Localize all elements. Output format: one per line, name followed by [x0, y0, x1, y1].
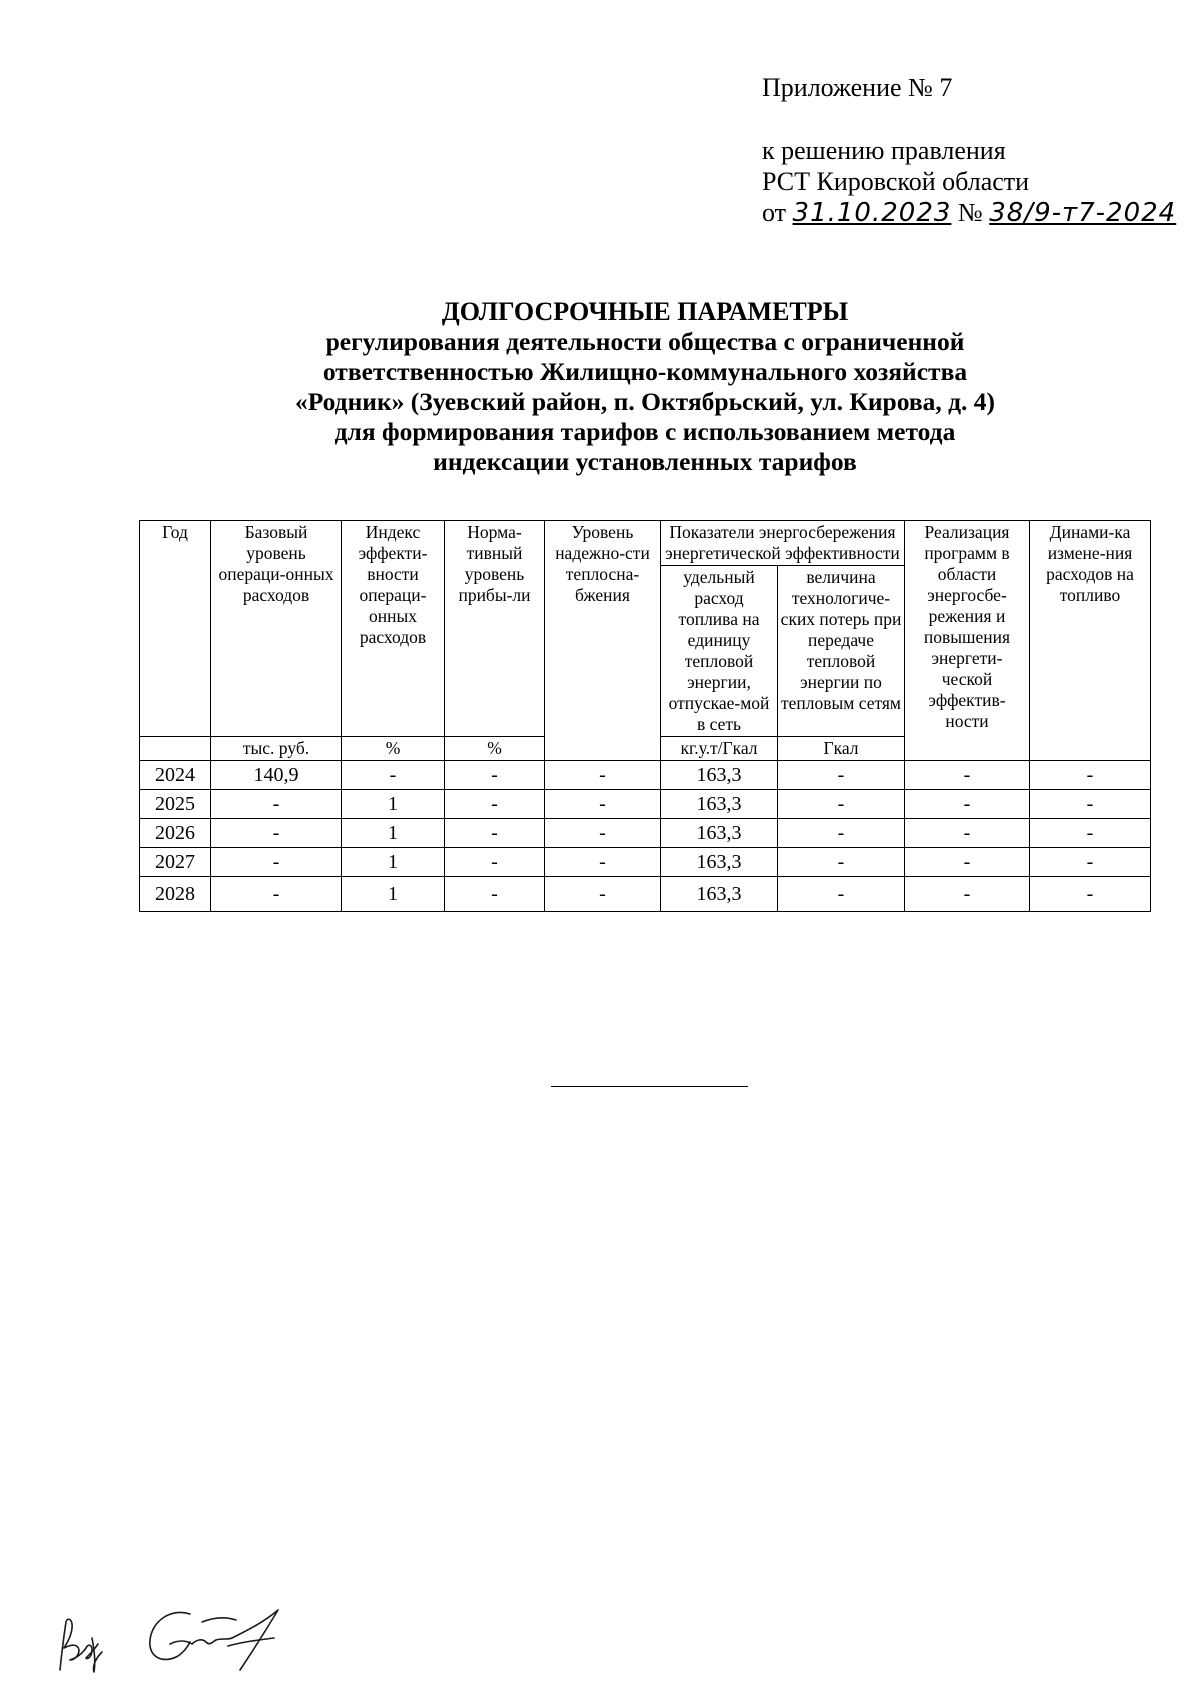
cell-profit: - — [445, 819, 545, 848]
title-line-4: для формирования тарифов с использованием метода — [334, 417, 956, 446]
cell-losses: - — [778, 848, 905, 877]
cell-losses: - — [778, 877, 905, 912]
cell-losses: - — [778, 819, 905, 848]
table-row — [140, 848, 1151, 877]
table-row — [140, 790, 1151, 819]
cell-base: - — [211, 819, 342, 848]
cell-losses: - — [778, 761, 905, 790]
cell-dynamics: - — [1030, 877, 1151, 912]
cell-dynamics: - — [1030, 761, 1151, 790]
appendix-decision: к решению правления — [762, 136, 1006, 165]
header-profit: Норма-тивный уровень прибы-ли — [445, 521, 545, 737]
title-line-3: «Родник» (Зуевский район, п. Октябрьский, ул. Кирова, д. 4) — [294, 387, 996, 416]
cell-year: 2024 — [140, 761, 211, 790]
table-row — [140, 819, 1151, 848]
cell-index: 1 — [342, 790, 445, 819]
cell-fuel: 163,3 — [661, 790, 778, 819]
title-line-5: индексации установленных тарифов — [433, 447, 857, 476]
unit-fuel: кг.у.т/Гкал — [661, 737, 778, 761]
cell-base: - — [211, 877, 342, 912]
header-reliability: Уровень надежно-сти теплосна-бжения — [545, 521, 661, 761]
header-base: Базовый уровень операци-онных расходов — [211, 521, 342, 737]
table-row — [140, 877, 1151, 912]
header-fuel: удельный расход топлива на единицу тепловой энергии, отпускае-мой в сеть — [661, 566, 778, 737]
cell-year: 2026 — [140, 819, 211, 848]
cell-programs: - — [905, 819, 1030, 848]
decision-number: 38/9-т7-2024 — [989, 198, 1177, 228]
unit-base: тыс. руб. — [211, 737, 342, 761]
unit-losses: Гкал — [778, 737, 905, 761]
title-line-1: регулирования деятельности общества с ограниченной — [325, 327, 965, 356]
cell-programs: - — [905, 790, 1030, 819]
cell-base: - — [211, 790, 342, 819]
header-programs: Реализация программ в области энергосбе-режения и повышения энергети-ческой эффектив-ности — [905, 521, 1030, 761]
cell-profit: - — [445, 790, 545, 819]
cell-profit: - — [445, 761, 545, 790]
cell-profit: - — [445, 877, 545, 912]
header-dynamics: Динами-ка измене-ния расходов на топливо — [1030, 521, 1151, 761]
decision-date: 31.10.2023 — [792, 198, 952, 228]
cell-base: - — [211, 848, 342, 877]
cell-reliability: - — [545, 848, 661, 877]
cell-index: 1 — [342, 848, 445, 877]
cell-dynamics: - — [1030, 819, 1151, 848]
cell-programs: - — [905, 848, 1030, 877]
cell-base: 140,9 — [211, 761, 342, 790]
unit-year — [140, 737, 211, 761]
cell-fuel: 163,3 — [661, 761, 778, 790]
cell-year: 2028 — [140, 877, 211, 912]
cell-reliability: - — [545, 790, 661, 819]
unit-profit: % — [445, 737, 545, 761]
appendix-authority: РСТ Кировской области — [762, 167, 1030, 196]
cell-fuel: 163,3 — [661, 877, 778, 912]
signature-icon — [52, 1600, 312, 1685]
cell-year: 2025 — [140, 790, 211, 819]
parameters-table — [139, 520, 1151, 912]
cell-dynamics: - — [1030, 848, 1151, 877]
cell-losses: - — [778, 790, 905, 819]
unit-index: % — [342, 737, 445, 761]
cell-dynamics: - — [1030, 790, 1151, 819]
table-row — [140, 761, 1151, 790]
cell-programs: - — [905, 761, 1030, 790]
header-year: Год — [140, 521, 211, 737]
cell-fuel: 163,3 — [661, 819, 778, 848]
from-prefix: от — [762, 198, 787, 227]
cell-reliability: - — [545, 877, 661, 912]
cell-programs: - — [905, 877, 1030, 912]
header-energy-group: Показатели энергосбережения энергетической эффективности — [661, 521, 905, 566]
number-prefix: № — [957, 198, 983, 227]
cell-fuel: 163,3 — [661, 848, 778, 877]
separator-line — [551, 1086, 748, 1087]
cell-index: 1 — [342, 819, 445, 848]
cell-reliability: - — [545, 761, 661, 790]
cell-profit: - — [445, 848, 545, 877]
appendix-block — [762, 72, 1182, 229]
header-losses: величина технологиче-ских потерь при передаче тепловой энергии по тепловым сетям — [778, 566, 905, 737]
document-title — [150, 297, 1140, 477]
cell-index: 1 — [342, 877, 445, 912]
title-main: ДОЛГОСРОЧНЫЕ ПАРАМЕТРЫ — [441, 297, 849, 326]
title-line-2: ответственностью Жилищно-коммунального хозяйства — [322, 357, 968, 386]
header-index: Индекс эффекти-вности операци-онных расходов — [342, 521, 445, 737]
appendix-date-line — [762, 197, 1182, 229]
cell-index: - — [342, 761, 445, 790]
cell-reliability: - — [545, 819, 661, 848]
cell-year: 2027 — [140, 848, 211, 877]
appendix-number: Приложение № 7 — [762, 73, 953, 102]
